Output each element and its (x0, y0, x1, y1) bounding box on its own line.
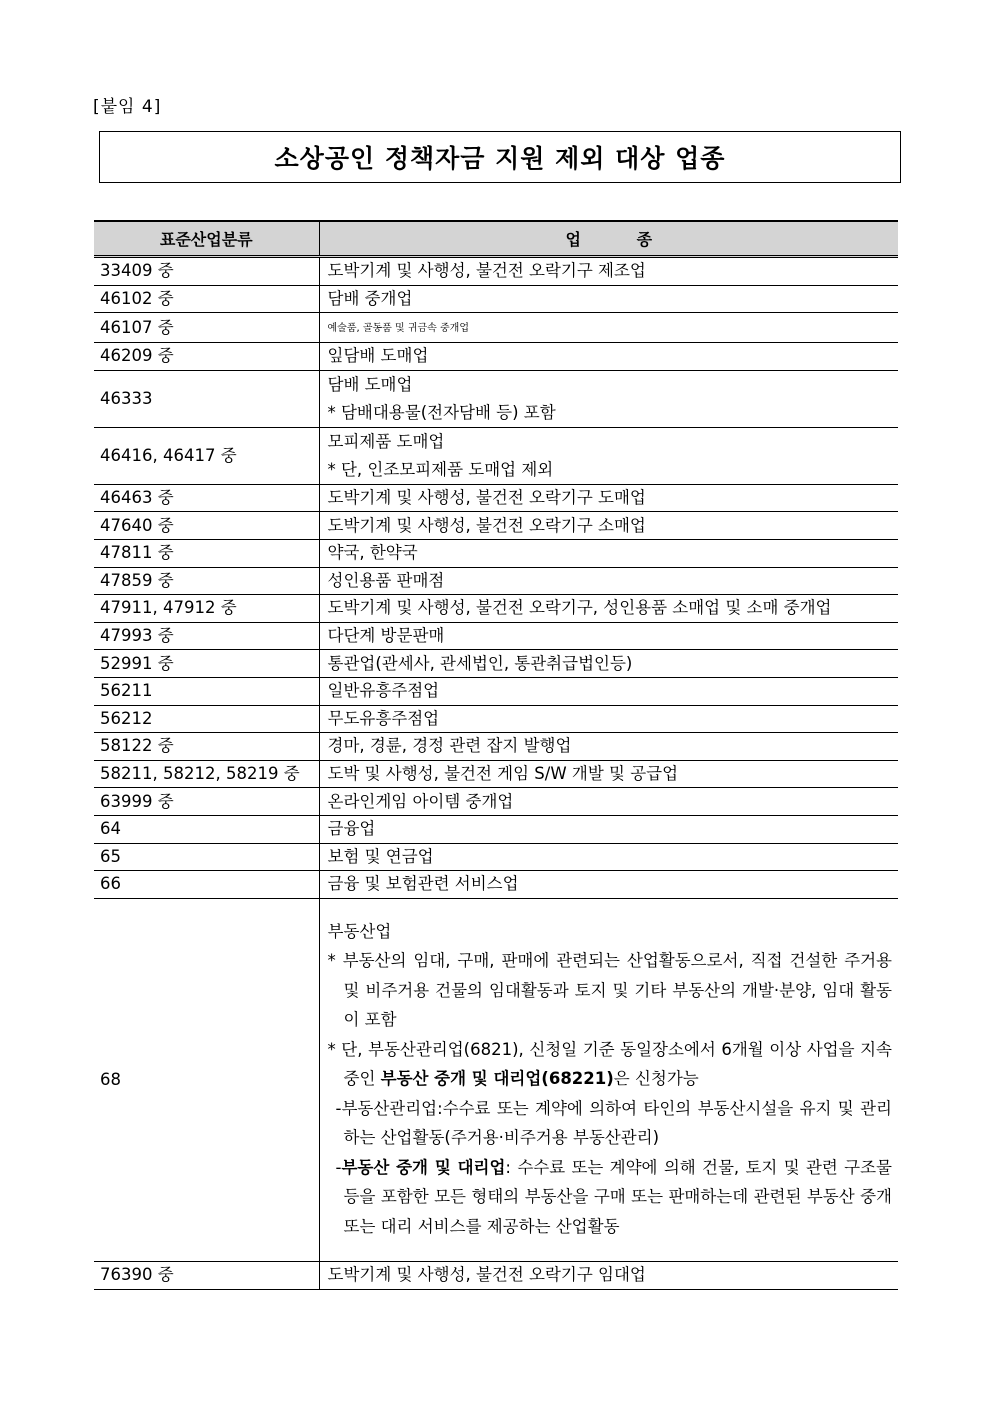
industry-note: * 담배대용물(전자담배 등) 포함 (327, 402, 556, 422)
industry-name-cell (319, 512, 898, 540)
industry-code-cell: 56211 (94, 677, 319, 705)
industry-code-cell: 46107 중 (94, 313, 319, 343)
industry-code-cell: 33409 중 (94, 257, 319, 286)
table-row (94, 567, 898, 595)
industry-name-cell (319, 427, 898, 484)
industry-code-cell: 76390 중 (94, 1262, 319, 1290)
industry-name-cell (319, 484, 898, 512)
table-row (94, 788, 898, 816)
industry-name-cell (319, 788, 898, 816)
industry-name-cell (319, 677, 898, 705)
industry-name: 도박 및 사행성, 불건전 게임 S/W 개발 및 공급업 (327, 764, 679, 784)
industry-note: * 부동산의 임대, 구매, 판매에 관련되는 산업활동으로서, 직접 건설한 주거용 및 비주거용 건물의 임대활동과 토지 및 기타 부동산의 개발·분양, 임대 활동이 포함 (327, 951, 892, 1030)
table-row (94, 733, 898, 761)
industry-name-cell (319, 843, 898, 871)
table-row (94, 1262, 898, 1290)
industry-name: 담배 중개업 (327, 288, 413, 308)
industry-name-cell (319, 705, 898, 733)
industry-name-cell (319, 285, 898, 313)
industry-code-cell: 58122 중 (94, 733, 319, 761)
industry-code-cell: 66 (94, 871, 319, 899)
industry-code-cell: 46416, 46417 중 (94, 427, 319, 484)
table-row (94, 427, 898, 484)
table-row (94, 512, 898, 540)
document-title-text: 소상공인 정책자금 지원 제외 대상 업종 (274, 144, 726, 173)
table-row (94, 595, 898, 623)
definition-brokerage-term: 부동산 중개 및 대리업 (341, 1157, 506, 1177)
industry-name: 경마, 경륜, 경정 관련 잡지 발행업 (327, 736, 572, 756)
header-industry-code: 표준산업분류 (94, 221, 319, 257)
industry-code-cell: 64 (94, 815, 319, 843)
industry-name-cell (319, 622, 898, 650)
industry-code-cell: 63999 중 (94, 788, 319, 816)
excluded-industries-table (94, 220, 898, 1290)
industry-name: 담배 도매업 (327, 374, 413, 394)
definition-dash: - (335, 1157, 342, 1177)
industry-name-cell (319, 370, 898, 427)
table-row (94, 843, 898, 871)
industry-name-cell (319, 595, 898, 623)
industry-name-cell (319, 733, 898, 761)
industry-name: 부동산업 (327, 921, 392, 941)
industry-name: 도박기계 및 사행성, 불건전 오락기구 소매업 (327, 515, 646, 535)
header-industry-name (319, 221, 898, 257)
industry-name: 모피제품 도매업 (327, 431, 445, 451)
industry-name: 도박기계 및 사행성, 불건전 오락기구 제조업 (327, 261, 646, 281)
industry-name: 다단계 방문판매 (327, 626, 445, 646)
industry-name: 보험 및 연금업 (327, 846, 434, 866)
table-row (94, 650, 898, 678)
industry-code-cell: 47993 중 (94, 622, 319, 650)
industry-name-cell (319, 313, 898, 343)
table-row (94, 760, 898, 788)
document-title (99, 131, 901, 183)
table-header-row (94, 221, 898, 257)
table-row (94, 285, 898, 313)
industry-name-cell (319, 539, 898, 567)
industry-name: 일반유흥주점업 (327, 681, 440, 701)
industry-name-cell (319, 343, 898, 371)
industry-code-cell: 46102 중 (94, 285, 319, 313)
industry-code-cell: 47811 중 (94, 539, 319, 567)
table-row (94, 677, 898, 705)
industry-name: 도박기계 및 사행성, 불건전 오락기구, 성인용품 소매업 및 소매 중개업 (327, 598, 832, 618)
table-row (94, 313, 898, 343)
industry-code-cell: 46209 중 (94, 343, 319, 371)
industry-code-cell: 46463 중 (94, 484, 319, 512)
table-row (94, 705, 898, 733)
industry-name: 통관업(관세사, 관세법인, 통관취급법인등) (327, 653, 633, 673)
industry-code-cell: 52991 중 (94, 650, 319, 678)
industry-name-cell (319, 871, 898, 899)
industry-code-cell: 46333 (94, 370, 319, 427)
table-row (94, 871, 898, 899)
industry-code-cell: 58211, 58212, 58219 중 (94, 760, 319, 788)
industry-name-cell (319, 1262, 898, 1290)
industry-name: 금융업 (327, 819, 376, 839)
industry-name: 도박기계 및 사행성, 불건전 오락기구 도매업 (327, 488, 646, 508)
industry-note: * 단, 인조모피제품 도매업 제외 (327, 459, 554, 479)
table-row (94, 815, 898, 843)
attachment-label: [붙임 4] (93, 97, 162, 117)
definition-brokerage (328, 1153, 893, 1242)
industry-name: 무도유흥주점업 (327, 708, 440, 728)
definition-property-management: -부동산관리업:수수료 또는 계약에 의하여 타인의 부동산시설을 유지 및 관리하는 산업활동(주거용·비주거용 부동산관리) (335, 1098, 892, 1148)
header-industry-name-text: 업 종 (565, 230, 653, 249)
table-row (94, 370, 898, 427)
industry-code-cell: 68 (94, 898, 319, 1262)
industry-name-cell (319, 815, 898, 843)
industry-name-cell (319, 257, 898, 286)
table-row (94, 343, 898, 371)
table-row (94, 484, 898, 512)
industry-name-cell (319, 898, 898, 1262)
table-row-real-estate (94, 898, 898, 1262)
industry-name: 도박기계 및 사행성, 불건전 오락기구 임대업 (327, 1265, 646, 1285)
industry-name-cell (319, 567, 898, 595)
industry-name: 성인용품 판매점 (327, 570, 445, 590)
industry-name: 금융 및 보험관련 서비스업 (327, 874, 519, 894)
industry-code-cell: 47859 중 (94, 567, 319, 595)
table-row (94, 257, 898, 286)
industry-code-cell: 56212 (94, 705, 319, 733)
table-row (94, 622, 898, 650)
exception-text-bold: 부동산 중개 및 대리업(68221) (380, 1069, 614, 1089)
industry-name-cell (319, 760, 898, 788)
table-row (94, 539, 898, 567)
industry-name: 잎담배 도매업 (327, 346, 429, 366)
industry-name: 예술품, 골동품 및 귀금속 중개업 (327, 323, 469, 335)
exception-text-a: * 단, 부동산관리업(6821), 신청일 기준 동일장소에서 6개월 이상 사업을 지속 중인 (327, 1039, 892, 1089)
industry-code-cell: 47640 중 (94, 512, 319, 540)
industry-code-cell: 65 (94, 843, 319, 871)
industry-code-cell: 47911, 47912 중 (94, 595, 319, 623)
industry-exception-note (328, 1035, 893, 1094)
exception-text-b: 은 신청가능 (613, 1069, 699, 1089)
industry-name: 약국, 한약국 (327, 543, 418, 563)
industry-name: 온라인게임 아이템 중개업 (327, 791, 514, 811)
definition-brokerage-text: : 수수료 또는 계약에 의해 건물, 토지 및 관련 구조물 등을 포함한 모든 형태의 부동산을 구매 또는 판매하는데 관련된 부동산 중개 또는 대리 서비스를 제공하는 산업활동 (343, 1157, 892, 1236)
industry-name-cell (319, 650, 898, 678)
